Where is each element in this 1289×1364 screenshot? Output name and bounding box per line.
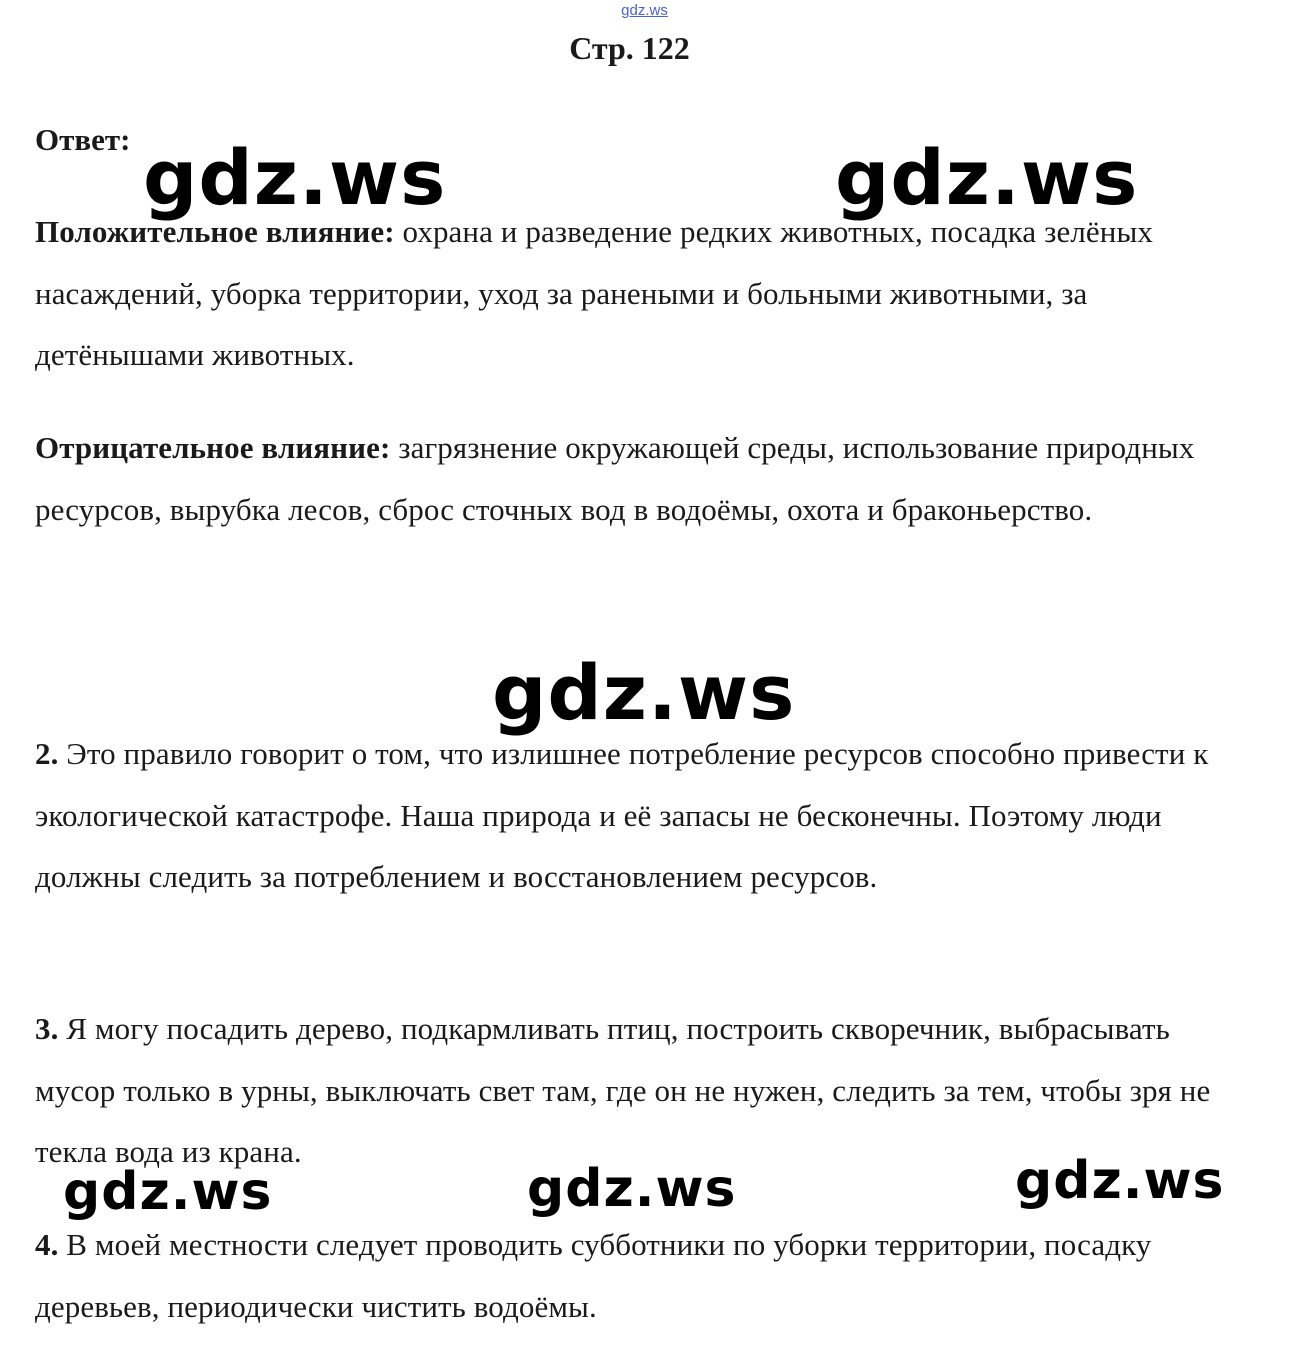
answer-item-4-text: В моей местности следует проводить субботники по уборки территории, посадку деревьев, периодически чистить водоёмы. <box>35 1227 1152 1324</box>
positive-influence-label: Положительное влияние: <box>35 214 395 249</box>
watermark: gdz.ws <box>63 1162 273 1222</box>
answer-item-2-number: 2. <box>35 736 59 771</box>
answer-item-4 <box>35 1214 1250 1337</box>
watermark: gdz.ws <box>527 1159 737 1219</box>
answer-label: Ответ: <box>35 122 131 157</box>
answer-item-3-text: Я могу посадить дерево, подкармливать птиц, построить скворечник, выбрасывать мусор только в урны, выключать свет там, где он не нужен, следить за тем, чтобы зря не текла вода из крана. <box>35 1011 1211 1169</box>
watermark: gdz.ws <box>835 133 1139 222</box>
negative-influence-label: Отрицательное влияние: <box>35 430 391 465</box>
answer-item-3-number: 3. <box>35 1011 59 1046</box>
positive-influence-paragraph <box>35 201 1250 386</box>
watermark: gdz.ws <box>1015 1151 1225 1211</box>
answer-item-4-number: 4. <box>35 1227 59 1262</box>
negative-influence-text: загрязнение окружающей среды, использование природных ресурсов, вырубка лесов, сброс сточных вод в водоёмы, охота и браконьерство. <box>35 430 1195 527</box>
watermark: gdz.ws <box>143 133 447 222</box>
answer-item-2 <box>35 723 1250 908</box>
answer-item-2-text: Это правило говорит о том, что излишнее потребление ресурсов способно привести к экологической катастрофе. Наша природа и её запасы не бесконечны. Поэтому люди должны следить за потреблением и восстановлением ресурсов. <box>35 736 1209 894</box>
positive-influence-text: охрана и разведение редких животных, посадка зелёных насаждений, уборка территории, уход за ранеными и больными животными, за детёнышами животных. <box>35 214 1153 372</box>
site-tag-link[interactable]: gdz.ws <box>621 2 668 19</box>
watermark: gdz.ws <box>492 648 796 737</box>
negative-influence-paragraph <box>35 417 1250 540</box>
page-title: Стр. 122 <box>569 30 690 66</box>
